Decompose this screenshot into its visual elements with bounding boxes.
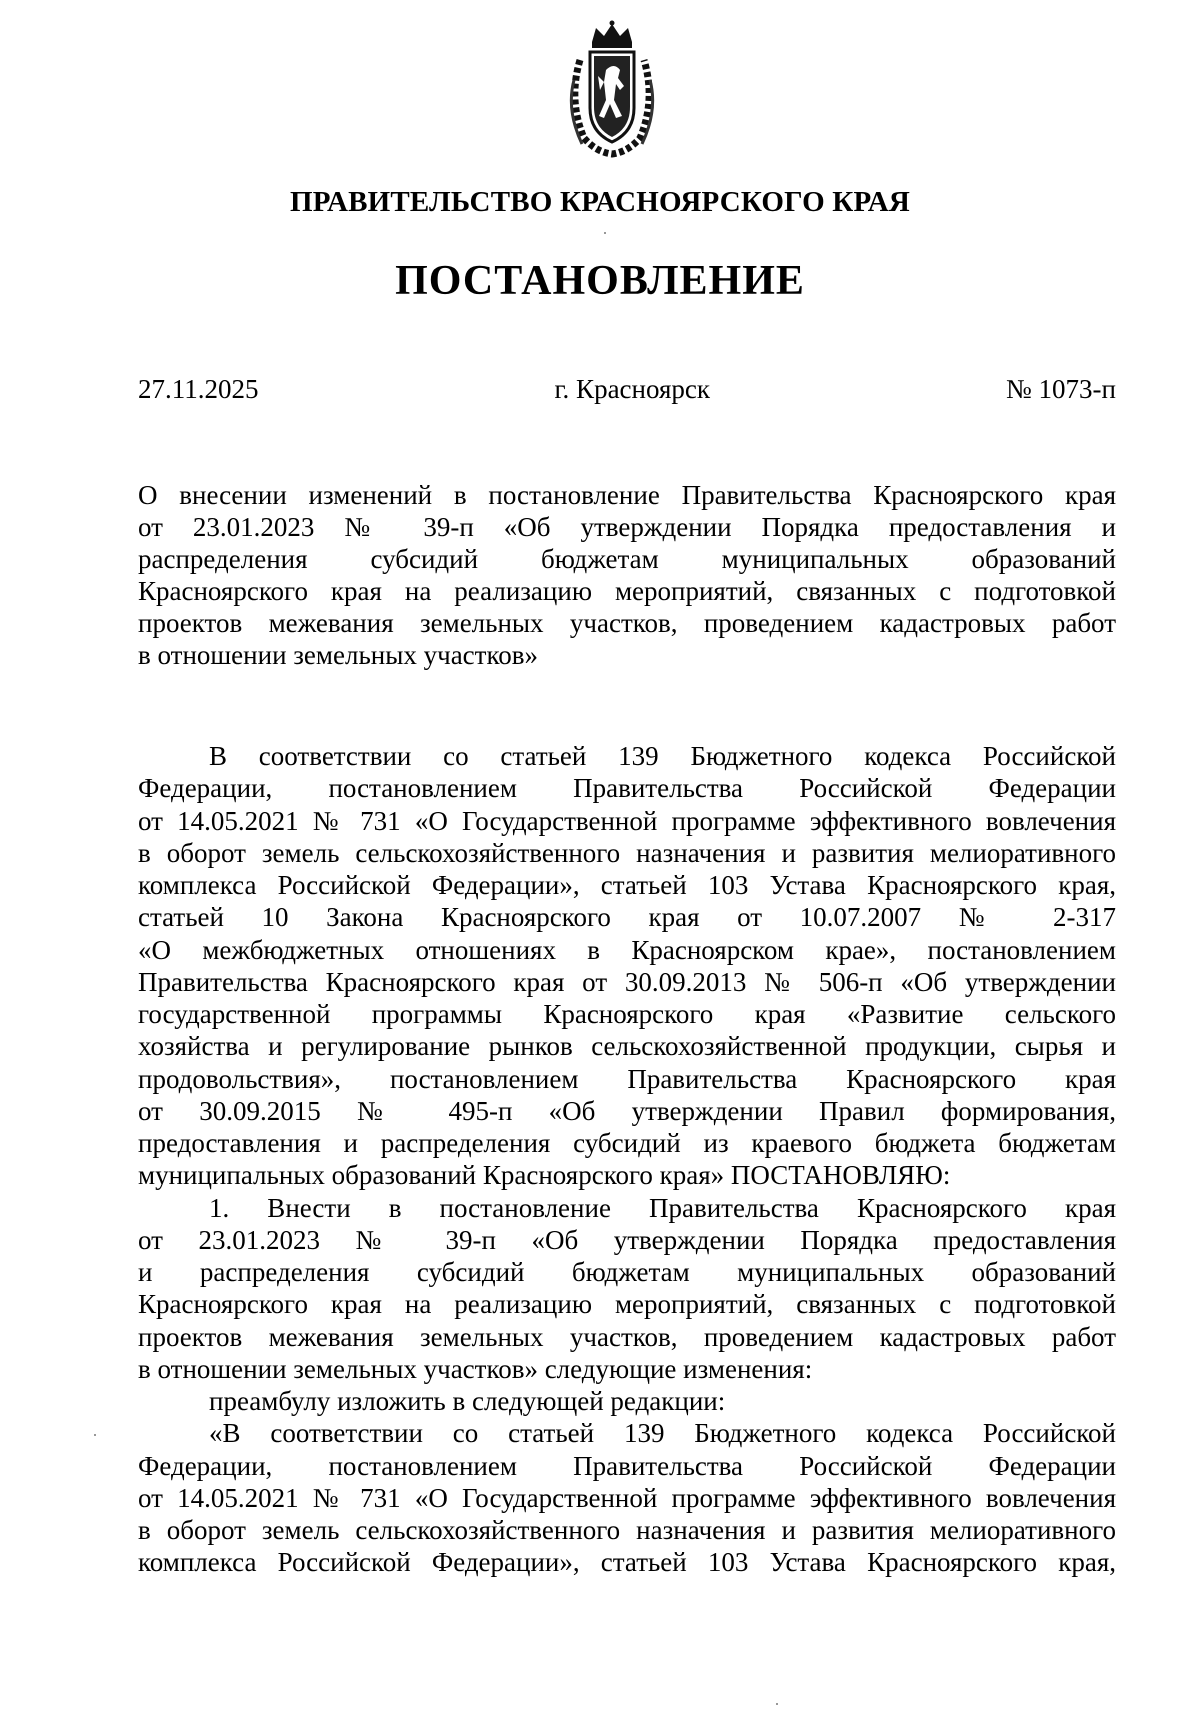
body-line: комплекса Российской Федерации», статьей 103 Устава Красноярского края, — [138, 1547, 1116, 1578]
document-subject — [138, 479, 1116, 671]
document-number: № 1073-п — [1006, 374, 1116, 404]
body-line: в оборот земель сельскохозяйственного назначения и развития мелиоративного — [138, 837, 1116, 868]
body-line: Федерации, постановлением Правительства Российской Федерации — [138, 773, 1116, 804]
body-line: В соответствии со статьей 139 Бюджетного кодекса Российской — [209, 741, 1116, 771]
document-city: г. Красноярск — [554, 374, 710, 404]
body-line: преамбулу изложить в следующей редакции: — [209, 1386, 726, 1416]
body-line: от 30.09.2015 № 495-п «Об утверждении Правил формирования, — [138, 1095, 1116, 1126]
body-line: государственной программы Красноярского края «Развитие сельского — [138, 999, 1116, 1029]
body-line: и распределения субсидий бюджетам муниципальных образований — [138, 1257, 1116, 1287]
subject-line: О внесении изменений в постановление Правительства Красноярского края — [138, 480, 1116, 510]
body-line: от 14.05.2021 № 731 «О Государственной программе эффективного вовлечения — [138, 805, 1116, 836]
subject-line: распределения субсидий бюджетам муниципальных образований — [138, 544, 1116, 574]
subject-line: в отношении земельных участков» — [138, 640, 538, 670]
document-date: 27.11.2025 — [138, 374, 259, 404]
body-line: статьей 10 Закона Красноярского края от 10.07.2007 № 2-317 — [138, 902, 1116, 933]
subject-line: Красноярского края на реализацию мероприятий, связанных с подготовкой — [138, 576, 1116, 606]
coat-of-arms-icon — [562, 20, 662, 160]
body-line: комплекса Российской Федерации», статьей 103 Устава Красноярского края, — [138, 870, 1116, 900]
body-line: «О межбюджетных отношениях в Красноярском крае», постановлением — [138, 934, 1116, 965]
body-line: продовольствия», постановлением Правительства Красноярского края — [138, 1063, 1116, 1094]
body-line: в оборот земель сельскохозяйственного назначения и развития мелиоративного — [138, 1515, 1116, 1545]
government-name: ПРАВИТЕЛЬСТВО КРАСНОЯРСКОГО КРАЯ — [289, 186, 911, 218]
body-line: хозяйства и регулирование рынков сельскохозяйственной продукции, сырья и — [138, 1031, 1116, 1062]
body-line: 1. Внести в постановление Правительства Красноярского края — [209, 1192, 1116, 1223]
body-line: предоставления и распределения субсидий из краевого бюджета бюджетам — [138, 1128, 1116, 1158]
body-line: Красноярского края на реализацию мероприятий, связанных с подготовкой — [138, 1289, 1116, 1320]
document-body — [138, 740, 1116, 1579]
subject-line: проектов межевания земельных участков, проведением кадастровых работ — [138, 608, 1116, 638]
body-line: Правительства Красноярского края от 30.09.2013 № 506-п «Об утверждении — [138, 966, 1116, 997]
body-line: Федерации, постановлением Правительства Российской Федерации — [138, 1450, 1116, 1481]
body-line: от 23.01.2023 № 39-п «Об утверждении Порядка предоставления — [138, 1224, 1116, 1255]
body-line: «В соответствии со статьей 139 Бюджетного кодекса Российской — [209, 1418, 1116, 1449]
body-line: от 14.05.2021 № 731 «О Государственной программе эффективного вовлечения — [138, 1482, 1116, 1513]
subject-line: от 23.01.2023 № 39-п «Об утверждении Порядка предоставления и — [138, 512, 1116, 542]
body-line: в отношении земельных участков» следующие изменения: — [138, 1353, 813, 1384]
body-line: проектов межевания земельных участков, проведением кадастровых работ — [138, 1321, 1116, 1352]
body-line: муниципальных образований Красноярского края» ПОСТАНОВЛЯЮ: — [138, 1160, 951, 1191]
document-kind: ПОСТАНОВЛЕНИЕ — [395, 258, 805, 304]
document-meta — [138, 374, 1116, 405]
